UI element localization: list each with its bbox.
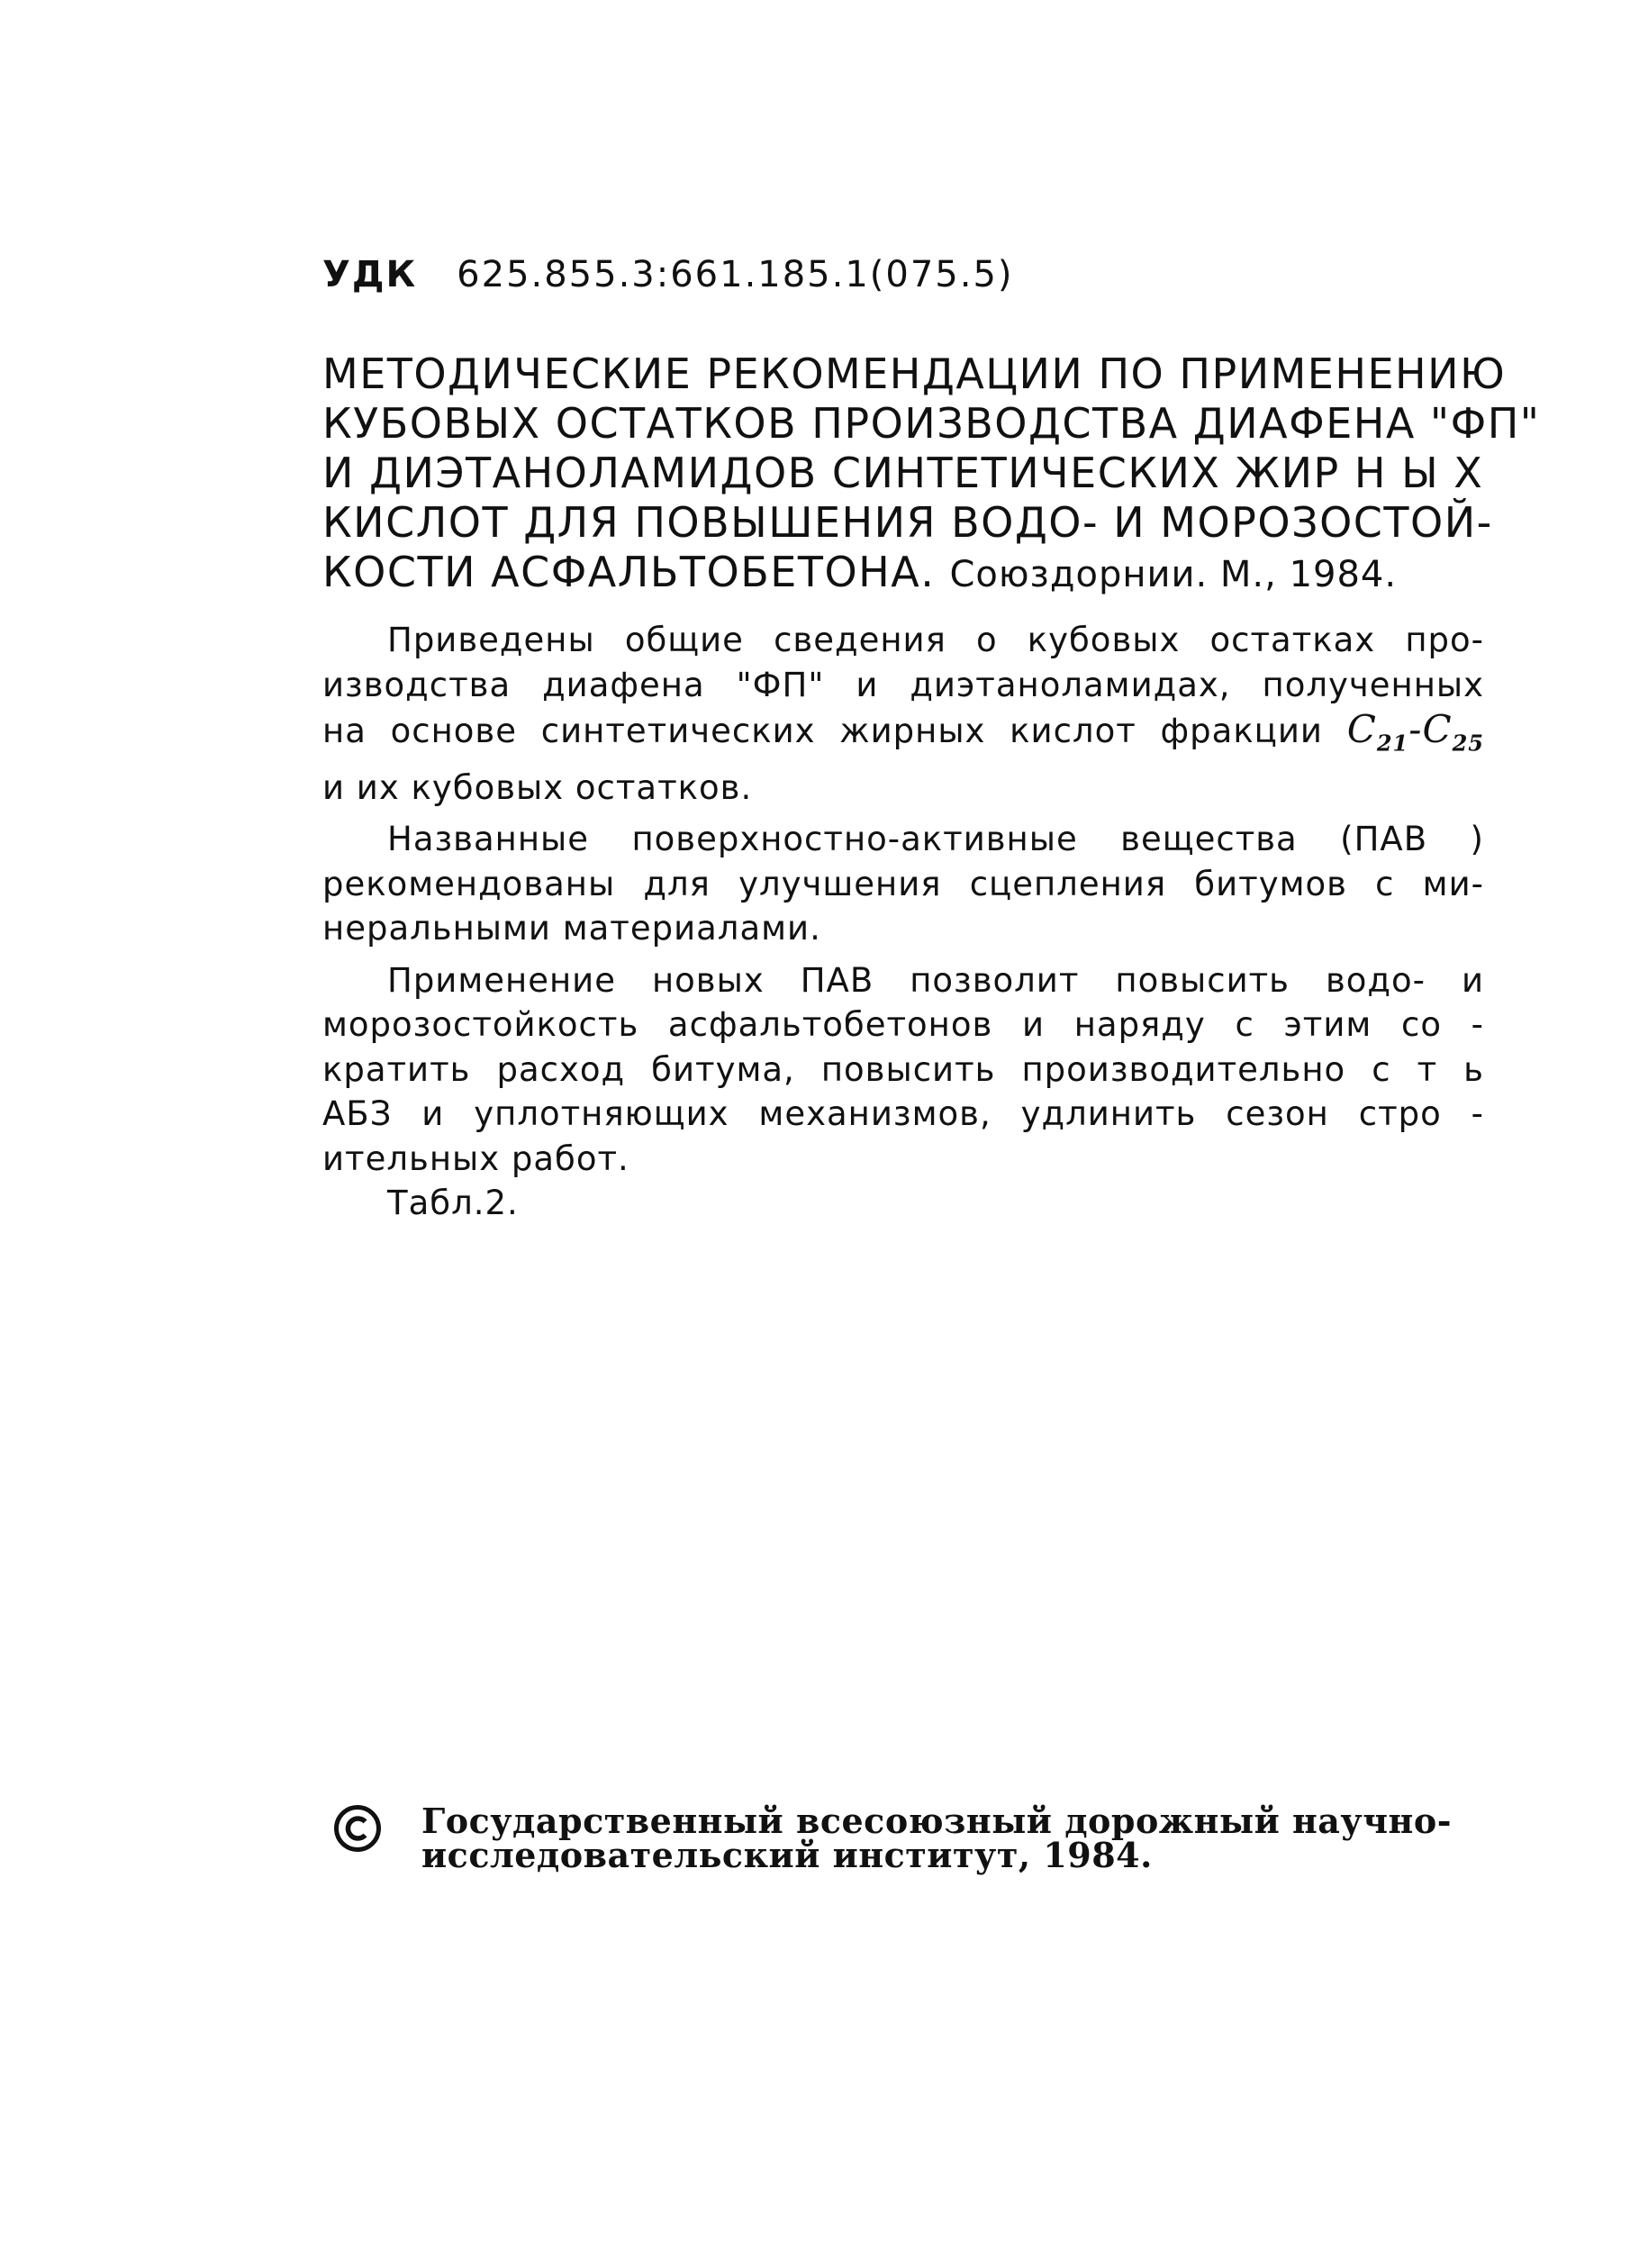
abstract-p3-line-3: кратить расход битума, повысить производительно с т ь	[322, 1049, 1484, 1089]
copyright-icon	[333, 1804, 382, 1853]
formula-subscript-2: 25	[1452, 730, 1485, 757]
title-line-3: И ДИЭТАНОЛАМИДОВ СИНТЕТИЧЕСКИХ ЖИР Н Ы Х	[322, 449, 1484, 497]
formula-dash: -	[1408, 707, 1423, 751]
formula-subscript-1: 21	[1376, 730, 1409, 757]
fraction-formula	[1346, 707, 1485, 757]
abstract-p3-line-5: ительных работ.	[322, 1139, 629, 1178]
abstract-p2-line-2: рекомендованы для улучшения сцепления битумов с ми-	[322, 864, 1484, 903]
formula-c-1: C	[1346, 707, 1377, 751]
title-line-5-text: КОСТИ АСФАЛЬТОБЕТОНА.	[322, 548, 936, 596]
abstract-p1-line-1: Приведены общие сведения о кубовых остатках про-	[387, 621, 1484, 659]
title-line-4: КИСЛОТ ДЛЯ ПОВЫШЕНИЯ ВОДО- И МОРОЗОСТОЙ-	[322, 498, 1493, 547]
title-line-2: КУБОВЫХ ОСТАТКОВ ПРОИЗВОДСТВА ДИАФЕНА "ФП"	[322, 399, 1541, 448]
abstract-p1-line-3	[322, 707, 1484, 766]
copyright-line-2: исследовательский институт, 1984.	[421, 1835, 1153, 1875]
abstract	[322, 618, 1484, 1226]
tables-count: Табл.2.	[387, 1184, 519, 1223]
abstract-p3-line-1: Применение новых ПАВ позволит повысить водо- и	[387, 960, 1484, 1000]
copyright-block	[333, 1801, 1459, 1875]
copyright-line-1: Государственный всесоюзный дорожный научно-	[421, 1801, 1452, 1841]
copyright-text	[421, 1801, 1452, 1875]
abstract-p3-line-2: морозостойкость асфальтобетонов и наряду с этим со -	[322, 1005, 1484, 1045]
udk-label: УДК	[322, 254, 418, 295]
abstract-p2-line-3: неральными материалами.	[322, 909, 821, 948]
title-line-5	[322, 548, 1484, 600]
document-title	[322, 349, 1541, 600]
abstract-p2-line-1: Названные поверхностно-активные вещества (ПАВ )	[387, 820, 1484, 859]
udk-line	[322, 254, 1014, 295]
udk-code: 625.855.3:661.185.1(075.5)	[457, 254, 1014, 295]
abstract-p3-line-4: АБЗ и уплотняющих механизмов, удлинить сезон стро -	[322, 1094, 1484, 1134]
abstract-p1-line-2: изводства диафена "ФП" и диэтаноламидах, полученных	[322, 665, 1484, 704]
title-line-1: МЕТОДИЧЕСКИЕ РЕКОМЕНДАЦИИ ПО ПРИМЕНЕНИЮ	[322, 349, 1507, 398]
abstract-p1-line-4: и их кубовых остатков.	[322, 767, 753, 807]
formula-c-2: C	[1422, 707, 1453, 751]
abstract-p1-line-3-text: на основе синтетических жирных кислот фракции	[322, 712, 1323, 750]
publisher-info: Союздорнии. М., 1984.	[949, 554, 1398, 595]
